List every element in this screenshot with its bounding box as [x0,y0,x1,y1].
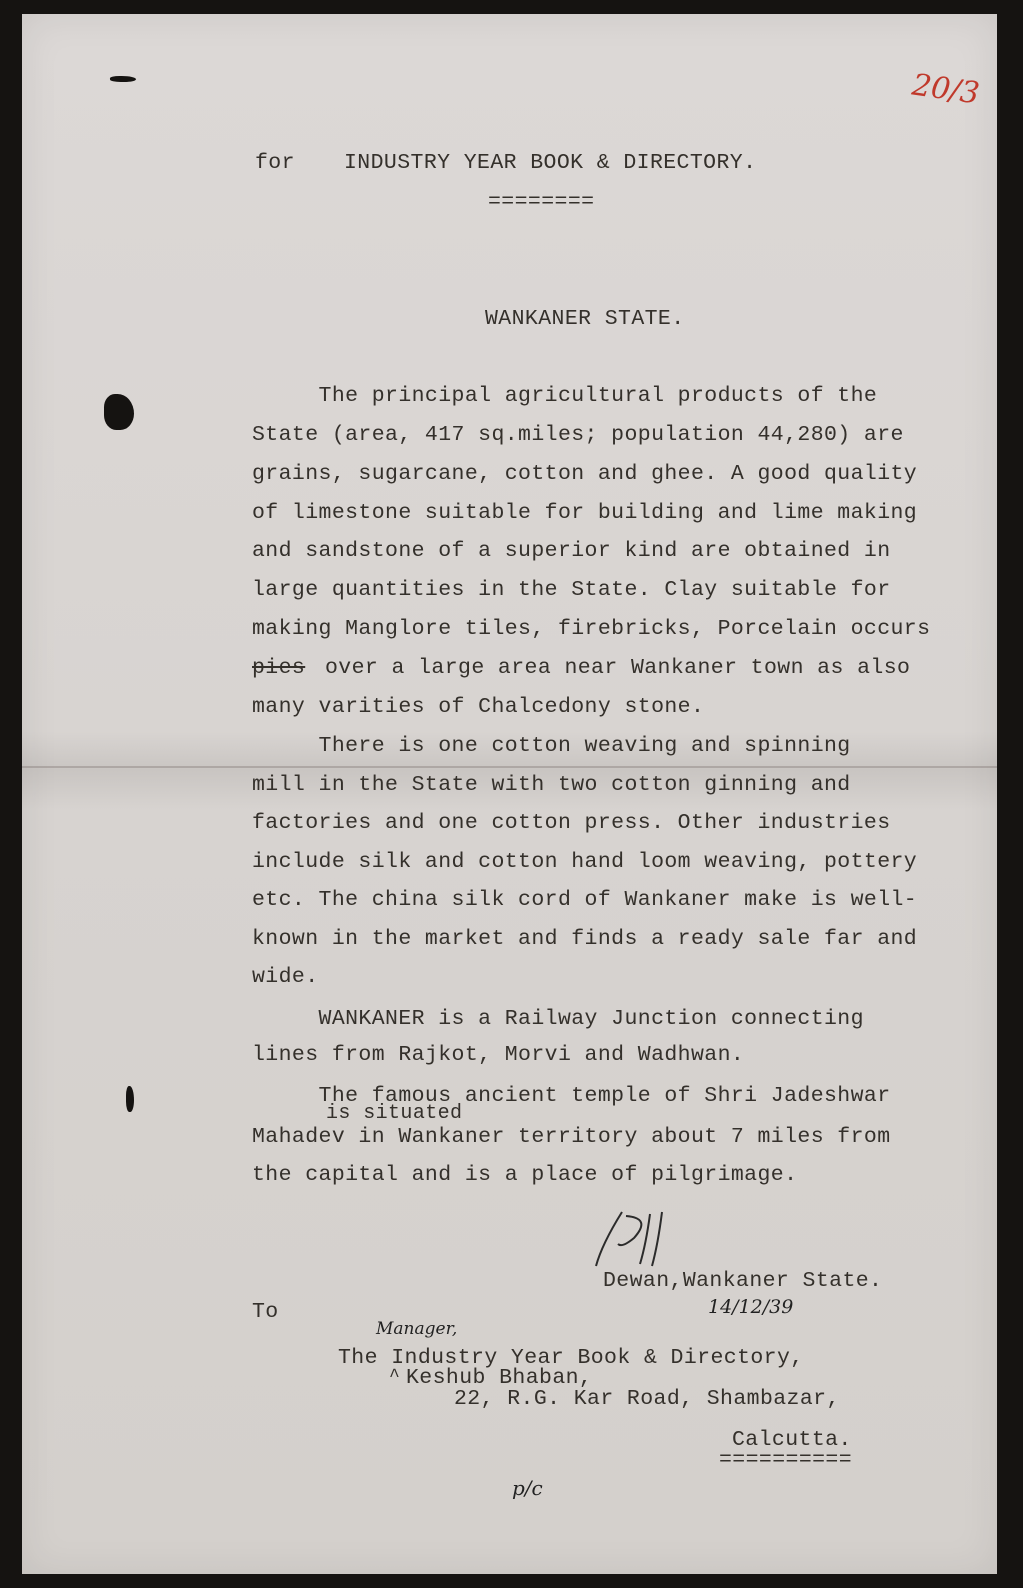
state-heading: WANKANER STATE. [485,307,685,331]
text-line: making Manglore tiles, firebricks, Porcelain occurs [252,617,931,641]
signature-date: 14/12/39 [708,1296,794,1318]
paper-hole [104,394,134,430]
header-for: for [255,151,295,175]
footer-note: p/c [512,1476,543,1500]
address-line: The Industry Year Book & Directory, [338,1346,804,1370]
inserted-text: is situated [326,1102,463,1125]
struck-word: pies [252,656,306,680]
text-line: grains, sugarcane, cotton and ghee. A good quality [252,462,918,486]
signature-mark [592,1204,702,1274]
address-to: To [252,1300,279,1324]
text-line: There is one cotton weaving and spinning [252,734,851,758]
document-title: INDUSTRY YEAR BOOK & DIRECTORY. [344,151,757,175]
letter-page [22,14,997,1574]
title-rule: ======== [488,190,595,214]
text-line: of limestone suitable for building and lime making [252,501,918,525]
text-line: mill in the State with two cotton ginning and [252,773,851,797]
signatory-title: Dewan,Wankaner State. [603,1269,883,1293]
text-line: include silk and cotton hand loom weaving, pottery [252,850,918,874]
text-line: The famous ancient temple of Shri Jadeshwar [252,1084,891,1108]
text-line: large quantities in the State. Clay suitable for [252,578,891,602]
text-line: known in the market and finds a ready sale far and [252,927,918,951]
paper-tear [126,1086,134,1112]
text-line: Mahadev in Wankaner territory about 7 miles from [252,1125,891,1149]
margin-page-number: 20/3 [909,67,982,112]
address-line: 22, R.G. Kar Road, Shambazar, [454,1387,840,1411]
insertion-caret-icon: ^ [389,1367,400,1387]
text-line: the capital and is a place of pilgrimage. [252,1163,798,1187]
text-line: and sandstone of a superior kind are obtained in [252,539,891,563]
text-line: wide. [252,965,319,989]
address-rule: ========== [719,1448,853,1472]
address-line: Calcutta. [732,1428,852,1452]
address-line: Keshub Bhaban, [406,1366,593,1390]
paper-tear [110,76,136,82]
text-line: many varities of Chalcedony stone. [252,695,705,719]
text-line: The principal agricultural products of the [252,384,878,408]
text-line: lines from Rajkot, Morvi and Wadhwan. [252,1043,745,1067]
paper-fold [22,766,997,768]
text-line: WANKANER is a Railway Junction connecting [252,1007,864,1031]
text-line: etc. The china silk cord of Wankaner make is well- [252,888,918,912]
text-line: State (area, 417 sq.miles; population 44,280) are [252,423,904,447]
handwritten-note: Manager, [376,1319,458,1339]
text-line: factories and one cotton press. Other industries [252,811,891,835]
text-line: over a large area near Wankaner town as also [325,656,911,680]
